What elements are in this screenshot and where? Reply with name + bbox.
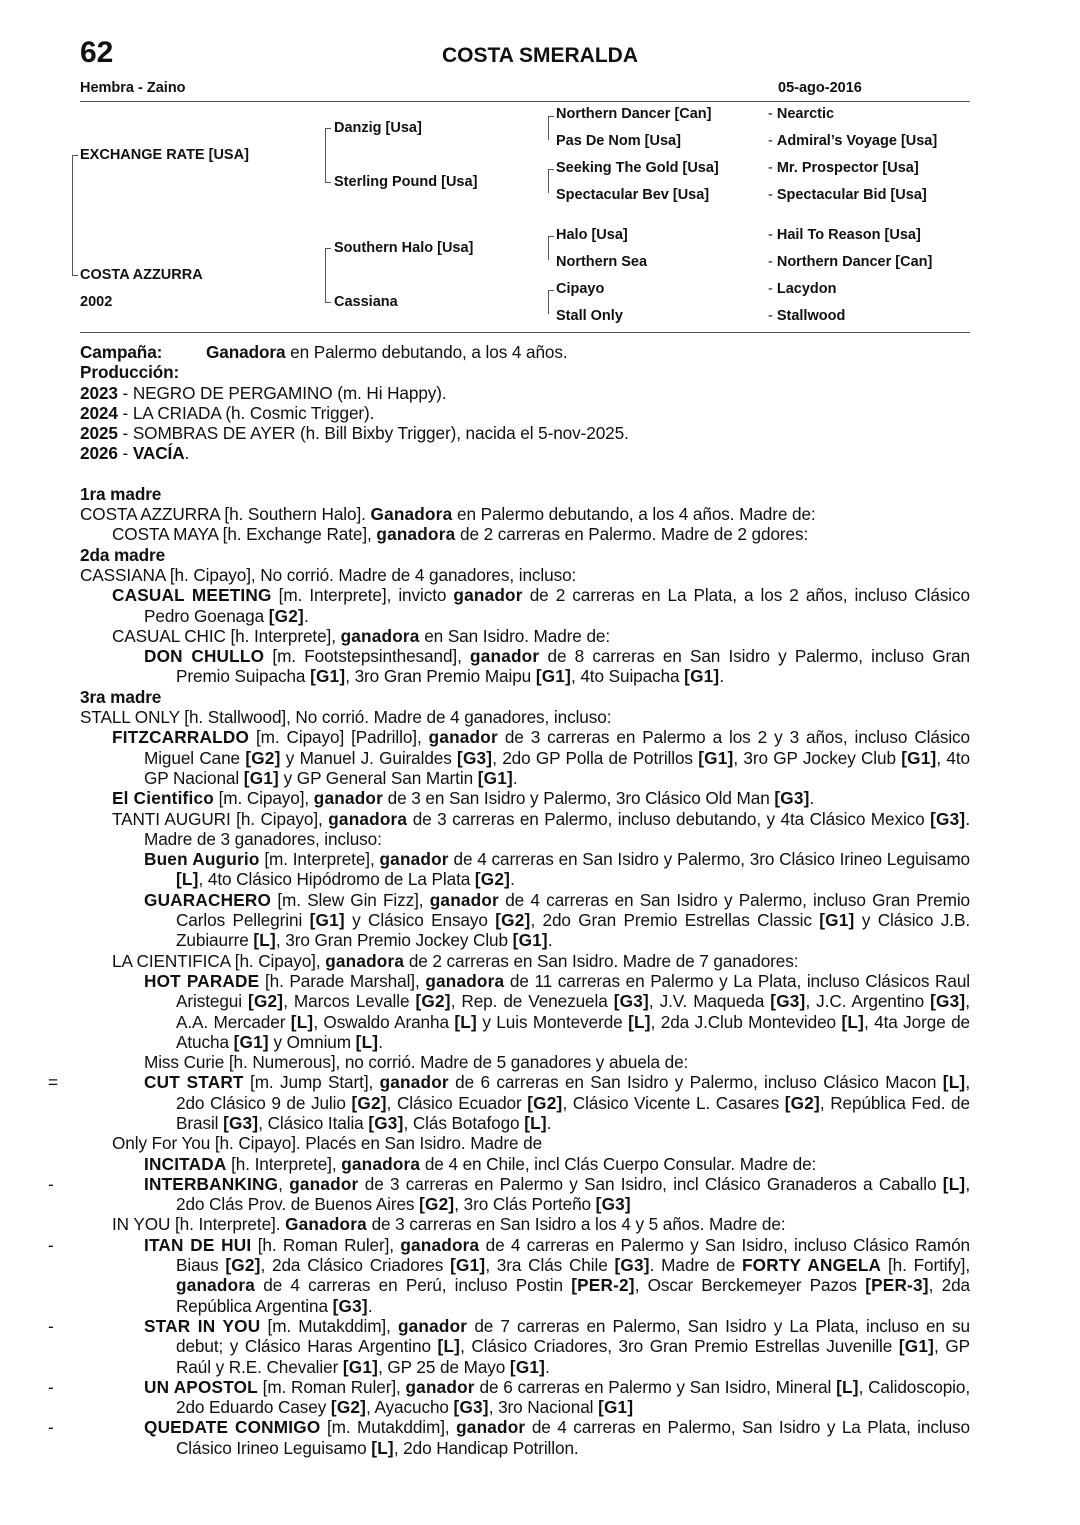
madre3-intro: STALL ONLY [h. Stallwood], No corrió. Madre de 4 ganadores, incluso: [80, 707, 612, 728]
pedigree-gen2-1: Danzig [Usa] [334, 120, 422, 136]
entry-incitada: INCITADA [h. Interprete], ganadora de 4 en Chile, incl Clás Cuerpo Consular. Madre de: [144, 1153, 817, 1174]
madre1-label: 1ra madre [80, 483, 162, 504]
pedigree-gen4-4: - Spectacular Bid [Usa] [768, 187, 927, 203]
pedigree-gen3-3: Seeking The Gold [Usa] [556, 160, 719, 176]
pedigree-gen3-7: Cipayo [556, 281, 605, 297]
entry-la-cientifica: LA CIENTIFICA [h. Cipayo], ganadora de 2 carreras en San Isidro. Madre de 7 ganadores: [112, 950, 799, 971]
dam-name: COSTA AZZURRA [80, 267, 203, 283]
pedigree-gen4-1: - Nearctic [768, 106, 835, 122]
entry-hot-parade: HOT PARADE [h. Parade Marshal], ganadora de 11 carreras en Palermo y La Plata, incluso Clásicos Raul Aristegui [G2], Marcos Levalle [G2], Rep. de Venezuela [G3], J.V. Maqueda [G3], J.C. Argentino [G3], A.A. Mercader [L], Oswaldo Aranha [L] y Luis Monteverde [L], 2da J.Club Montevideo [L], 4ta Jorge de Atucha [G1] y Omnium [L]. [144, 970, 971, 1052]
sire-name: EXCHANGE RATE [USA] [80, 147, 249, 163]
campana-line: Campaña: Ganadora en Palermo debutando, a los 4 años. [80, 342, 568, 362]
entry-fitzcarraldo: FITZCARRALDO [m. Cipayo] [Padrillo], ganador de 3 carreras en Palermo a los 2 y 3 años, incluso Clásico Miguel Cane [G2] y Manuel J. Guiraldes [G3], 2do GP Polla de Potrillos [G1], 3ro GP Jockey Club [G1], 4to GP Nacional [G1] y GP General San Martin [G1]. [112, 727, 970, 788]
pedigree-gen3-1: Northern Dancer [Can] [556, 106, 712, 122]
pedigree-gen2-3: Southern Halo [Usa] [334, 240, 474, 256]
entry-quedate-conmigo: - QUEDATE CONMIGO [m. Mutakddim], ganador de 4 carreras en Palermo, San Isidro y La Plata, incluso Clásico Irineo Leguisamo [L], 2do Handicap Potrillon. [48, 1417, 970, 1458]
produccion-item: 2024 - LA CRIADA (h. Cosmic Trigger). [80, 402, 375, 423]
pedigree-gen4-5: - Hail To Reason [Usa] [768, 227, 921, 243]
madre1-line: COSTA AZZURRA [h. Southern Halo]. Ganadora en Palermo debutando, a los 4 años. Madre de: [80, 504, 816, 525]
pedigree-gen4-7: - Lacydon [768, 281, 837, 297]
birth-date: 05-ago-2016 [778, 80, 862, 96]
entry-in-you: IN YOU [h. Interprete]. Ganadora de 3 carreras en San Isidro a los 4 y 5 años. Madre de: [112, 1214, 786, 1235]
catalog-body [48, 342, 971, 1458]
entry-itan-de-hui: - ITAN DE HUI [h. Roman Ruler], ganadora de 4 carreras en Palermo y San Isidro, incluso Clásico Ramón Biaus [G2], 2da Clásico Criadores [G1], 3ra Clás Chile [G3]. Madre de FORTY ANGELA [h. Fortify], ganadora de 4 carreras en Perú, incluso Postin [PER-2], Oscar Berckemeyer Pazos [PER-3], 2da República Argentina [G3]. [48, 1234, 970, 1316]
pedigree-gen3-2: Pas De Nom [Usa] [556, 133, 681, 149]
pedigree-gen3-8: Stall Only [556, 308, 623, 324]
madre3-label: 3ra madre [80, 686, 162, 707]
pedigree-gen4-6: - Northern Dancer [Can] [768, 254, 933, 270]
entry-el-cientifico: El Cientifico [m. Cipayo], ganador de 3 en San Isidro y Palermo, 3ro Clásico Old Man [G3]. [112, 788, 815, 809]
produccion-item: 2023 - NEGRO DE PERGAMINO (m. Hi Happy). [80, 382, 447, 403]
divider-bottom [80, 332, 970, 333]
lot-number: 62 [80, 36, 114, 69]
produccion-item: 2026 - VACÍA. [80, 443, 190, 464]
entry-don-chullo: DON CHULLO [m. Footstepsinthesand], ganador de 8 carreras en San Isidro y Palermo, incluso Gran Premio Suipacha [G1], 3ro Gran Premio Maipu [G1], 4to Suipacha [G1]. [144, 646, 970, 687]
madre2-intro: CASSIANA [h. Cipayo], No corrió. Madre de 4 ganadores, incluso: [80, 564, 577, 585]
madre2-label: 2da madre [80, 544, 166, 565]
pedigree-gen4-3: - Mr. Prospector [Usa] [768, 160, 919, 176]
madre1-offspring: COSTA MAYA [h. Exchange Rate], ganadora de 2 carreras en Palermo. Madre de 2 gdores: [112, 524, 809, 545]
entry-guarachero: GUARACHERO [m. Slew Gin Fizz], ganador de 4 carreras en San Isidro y Palermo, incluso Gran Premio Carlos Pellegrini [G1] y Clásico Ensayo [G2], 2do Gran Premio Estrellas Classic [G1] y Clásico J.B. Zubiaurre [L], 3ro Gran Premio Jockey Club [G1]. [144, 889, 970, 951]
pedigree-gen2-4: Cassiana [334, 294, 398, 310]
entry-un-apostol: - UN APOSTOL [m. Roman Ruler], ganador de 6 carreras en Palermo y San Isidro, Mineral [L], Calidoscopio, 2do Eduardo Casey [G2], Ayacucho [G3], 3ro Nacional [G1] [48, 1376, 971, 1418]
entry-only-for-you: Only For You [h. Cipayo]. Placés en San Isidro. Madre de [112, 1133, 543, 1154]
pedigree-gen4-8: - Stallwood [768, 308, 846, 324]
pedigree-gen3-6: Northern Sea [556, 254, 648, 270]
entry-buen-augurio: Buen Augurio [m. Interprete], ganador de 4 carreras en San Isidro y Palermo, 3ro Clásico Irineo Leguisamo [L], 4to Clásico Hipódromo de La Plata [G2]. [144, 849, 970, 890]
entry-casual-meeting: CASUAL MEETING [m. Interprete], invicto ganador de 2 carreras en La Plata, a los 2 años, incluso Clásico Pedro Goenaga [G2]. [112, 585, 970, 626]
dam-year: 2002 [80, 294, 113, 310]
sex-color: Hembra - Zaino [80, 80, 186, 96]
produccion-item: 2025 - SOMBRAS DE AYER (h. Bill Bixby Trigger), nacida el 5-nov-2025. [80, 423, 629, 444]
entry-miss-curie: Miss Curie [h. Numerous], no corrió. Madre de 5 ganadores y abuela de: [144, 1052, 689, 1073]
entry-tanti-auguri: TANTI AUGURI [h. Cipayo], ganadora de 3 carreras en Palermo, incluso debutando, y 4ta Clásico Mexico [G3]. Madre de 3 ganadores, incluso: [112, 808, 970, 849]
pedigree-gen3-5: Halo [Usa] [556, 227, 628, 243]
entry-casual-chic: CASUAL CHIC [h. Interprete], ganadora en San Isidro. Madre de: [112, 625, 611, 646]
pedigree-gen3-4: Spectacular Bev [Usa] [556, 187, 710, 203]
horse-name: COSTA SMERALDA [442, 44, 638, 67]
entry-interbanking: - INTERBANKING, ganador de 3 carreras en Palermo y San Isidro, incl Clásico Granaderos a Caballo [L], 2do Clás Prov. de Buenos Aires [G2], 3ro Clás Porteño [G3] [48, 1173, 971, 1215]
entry-cut-start: = CUT START [m. Jump Start], ganador de 6 carreras en San Isidro y Palermo, incluso Clásico Macon [L], 2do Clásico 9 de Julio [G2], Clásico Ecuador [G2], Clásico Vicente L. Casares [G2], República Fed. de Brasil [G3], Clásico Italia [G3], Clás Botafogo [L]. [48, 1072, 971, 1133]
divider-top [80, 101, 970, 102]
entry-star-in-you: - STAR IN YOU [m. Mutakddim], ganador de 7 carreras en Palermo, San Isidro y La Plata, incluso en su debut; y Clásico Haras Argentino [L], Clásico Criadores, 3ro Gran Premio Estrellas Juvenille [G1], GP Raúl y R.E. Chevalier [G1], GP 25 de Mayo [G1]. [48, 1315, 970, 1377]
pedigree-gen4-2: - Admiral’s Voyage [Usa] [768, 133, 938, 149]
pedigree-gen2-2: Sterling Pound [Usa] [334, 174, 478, 190]
produccion-label: Producción: [80, 362, 180, 383]
